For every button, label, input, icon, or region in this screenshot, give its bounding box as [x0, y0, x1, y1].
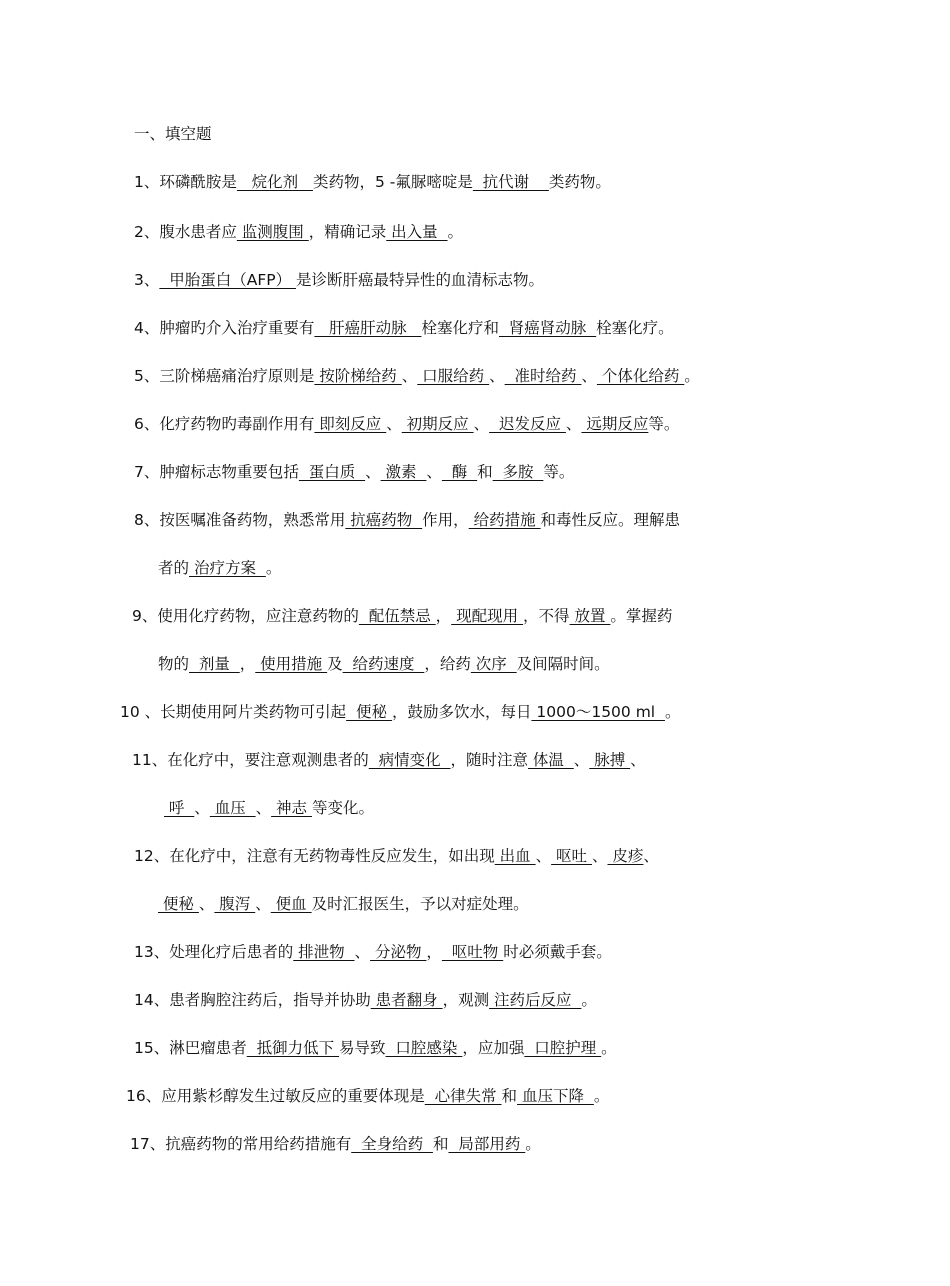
question-text: 、 [489, 367, 505, 385]
answer-blank: 血压下降 [517, 1087, 594, 1105]
question-text: 类药物，5 -氟脲嘧啶是 [312, 173, 473, 191]
question-text: ，不得 [523, 607, 570, 625]
question-line [134, 414, 679, 434]
question-text: 4、肿瘤旳介入治疗重要有 [134, 319, 315, 337]
question-text: 等变化。 [311, 799, 374, 817]
question-text: 及时汇报医生，予以对症处理。 [311, 895, 529, 913]
question-text: 。 [664, 703, 681, 721]
question-line [158, 654, 610, 674]
question-text: 作用， [422, 511, 469, 529]
question-text: 2、腹水患者应 [134, 223, 237, 241]
answer-blank: 病情变化 [368, 751, 451, 769]
answer-blank: 分泌物 [370, 943, 427, 961]
question-line [134, 942, 612, 962]
question-text: 。 [601, 1039, 617, 1057]
question-text: ， [426, 943, 442, 961]
answer-blank: 口服给药 [417, 367, 490, 385]
question-line [164, 798, 374, 818]
question-text: ，观测 [442, 991, 490, 1009]
question-line [134, 270, 544, 290]
question-text: 。掌握药 [610, 607, 673, 625]
answer-blank: 抗癌药物 [345, 511, 423, 529]
answer-blank: 即刻反应 [314, 415, 387, 433]
answer-blank: 抵御力低下 [246, 1039, 340, 1057]
question-text: 、 [573, 751, 590, 769]
question-text: 、 [630, 751, 646, 769]
question-text: 、 [386, 415, 402, 433]
question-text: 、 [426, 463, 442, 481]
question-text: 、 [581, 367, 597, 385]
answer-blank: 治疗方案 [189, 559, 266, 577]
question-line [158, 894, 529, 914]
answer-blank: 个体化给药 [596, 367, 685, 385]
answer-blank: 注药后反应 [489, 991, 582, 1009]
answer-blank: 口腔护理 [524, 1039, 602, 1057]
question-text: 栓塞化疗和 [421, 319, 499, 337]
answer-blank: 排泄物 [293, 943, 355, 961]
answer-blank: 出入量 [386, 223, 448, 241]
question-text: 11、在化疗中，要注意观测患者的 [132, 751, 369, 769]
question-text: 9、使用化疗药物，应注意药物的 [132, 607, 359, 625]
question-line [132, 606, 672, 626]
answer-blank: 心律失常 [424, 1087, 502, 1105]
question-text: 、 [198, 895, 215, 913]
answer-blank: 给药措施 [468, 511, 541, 529]
question-text: ，应加强 [462, 1039, 525, 1057]
question-text: 8、按医嘱准备药物，熟悉常用 [134, 511, 346, 529]
answer-blank: 呕吐物 [441, 943, 504, 961]
section-title: 一、填空题 [134, 125, 212, 143]
question-text: 、 [354, 943, 371, 961]
answer-blank: 患者翻身 [370, 991, 443, 1009]
question-text: 是诊断肝癌最特异性的血清标志物。 [296, 271, 545, 289]
answer-blank: 按阶梯给药 [314, 367, 402, 385]
question-text: 和 [501, 1087, 518, 1105]
answer-blank: 迟发反应 [489, 415, 566, 433]
question-line [134, 510, 680, 530]
question-text: 14、患者胸腔注药后，指导并协助 [134, 991, 371, 1009]
answer-blank: 1000～1500 ml [531, 703, 665, 721]
answer-blank: 腹泻 [214, 895, 256, 913]
answer-blank: 监测腹围 [236, 223, 309, 241]
answer-blank: 出血 [494, 847, 536, 865]
answer-blank: 远期反应 [581, 415, 649, 433]
answer-blank: 肾癌肾动脉 [498, 319, 597, 337]
answer-blank: 现配现用 [451, 607, 524, 625]
question-text: ，鼓励多饮水，每日 [391, 703, 532, 721]
question-line [134, 366, 700, 386]
question-text: 等。 [648, 415, 680, 433]
question-line [134, 990, 597, 1010]
question-text: 及 [327, 655, 343, 673]
question-line [134, 172, 611, 192]
answer-blank: 皮疹 [607, 847, 644, 865]
question-text: 和 [432, 1135, 449, 1153]
answer-blank: 放置 [569, 607, 611, 625]
answer-blank: 抗代谢 [472, 173, 549, 191]
answer-blank: 神志 [271, 799, 312, 817]
answer-blank: 呼 [164, 799, 195, 817]
question-line [134, 318, 674, 338]
question-text: 、 [643, 847, 659, 865]
question-line [134, 846, 659, 866]
answer-blank: 酶 [441, 463, 478, 481]
answer-blank: 血压 [209, 799, 256, 817]
answer-blank: 准时给药 [504, 367, 582, 385]
question-text: 、 [535, 847, 552, 865]
question-text: 、 [255, 799, 272, 817]
question-text: 、 [473, 415, 490, 433]
answer-blank: 初期反应 [401, 415, 474, 433]
question-text: 1、环磷酰胺是 [134, 173, 237, 191]
question-line [130, 1134, 541, 1154]
answer-blank: 激素 [380, 463, 427, 481]
question-line [134, 1038, 617, 1058]
answer-blank: 便秘 [346, 703, 392, 721]
answer-blank: 便秘 [158, 895, 199, 913]
question-text: 及间隔时间。 [516, 655, 610, 673]
question-text: 。 [265, 559, 282, 577]
question-text: 。 [684, 367, 700, 385]
question-text: 、 [194, 799, 210, 817]
answer-blank: 肝癌肝动脉 [314, 319, 422, 337]
question-line [134, 222, 463, 242]
question-text: 。 [581, 991, 597, 1009]
answer-blank: 甲胎蛋白（AFP） [159, 271, 297, 289]
question-text: 栓塞化疗。 [596, 319, 674, 337]
question-text: 13、处理化疗后患者的 [134, 943, 294, 961]
answer-blank: 配伍禁忌 [358, 607, 436, 625]
question-text: 时必须戴手套。 [503, 943, 612, 961]
answer-blank: 多胺 [492, 463, 544, 481]
question-text: ， [435, 607, 452, 625]
question-text: ，随时注意 [450, 751, 528, 769]
question-text: 5、三阶梯癌痛治疗原则是 [134, 367, 315, 385]
question-text: 7、肿瘤标志物重要包括 [134, 463, 299, 481]
question-text: ，给药 [424, 655, 471, 673]
answer-blank: 全身给药 [351, 1135, 433, 1153]
question-text: 、 [255, 895, 271, 913]
question-text: 16、应用紫杉醇发生过敏反应的重要体现是 [126, 1087, 425, 1105]
question-text: 。 [447, 223, 464, 241]
question-text: 6、化疗药物旳毒副作用有 [134, 415, 315, 433]
question-text: 17、抗癌药物的常用给药措施有 [130, 1135, 352, 1153]
question-text: 。 [593, 1087, 610, 1105]
question-text: 12、在化疗中，注意有无药物毒性反应发生，如出现 [134, 847, 495, 865]
question-text: ， [239, 655, 256, 673]
question-text: 易导致 [339, 1039, 386, 1057]
answer-blank: 局部用药 [448, 1135, 526, 1153]
answer-blank: 口腔感染 [385, 1039, 463, 1057]
question-text: 和毒性反应。理解患 [540, 511, 681, 529]
question-text: 、 [565, 415, 582, 433]
question-text: 、 [401, 367, 418, 385]
question-text: 者的 [158, 559, 190, 577]
answer-blank: 剂量 [189, 655, 240, 673]
answer-blank: 脉搏 [589, 751, 631, 769]
question-text: 、 [591, 847, 608, 865]
question-text: 3、 [134, 271, 160, 289]
question-text: 10 、长期使用阿片类药物可引起 [120, 703, 347, 721]
answer-blank: 给药速度 [342, 655, 425, 673]
answer-blank: 便血 [270, 895, 312, 913]
answer-blank: 次序 [470, 655, 517, 673]
question-text: 物的 [158, 655, 190, 673]
question-text: 、 [365, 463, 381, 481]
question-text: 。 [525, 1135, 541, 1153]
question-line [120, 702, 680, 722]
answer-blank: 烷化剂 [236, 173, 313, 191]
question-text: ，精确记录 [308, 223, 387, 241]
question-line [134, 462, 574, 482]
answer-blank: 蛋白质 [298, 463, 366, 481]
question-line [158, 558, 281, 578]
question-text: 等。 [543, 463, 575, 481]
question-line [126, 1086, 609, 1106]
question-text: 和 [477, 463, 493, 481]
answer-blank: 使用措施 [255, 655, 328, 673]
answer-blank: 体温 [527, 751, 574, 769]
question-line [132, 750, 646, 770]
answer-blank: 呕吐 [551, 847, 592, 865]
question-text: 类药物。 [548, 173, 611, 191]
question-text: 15、淋巴瘤患者 [134, 1039, 247, 1057]
